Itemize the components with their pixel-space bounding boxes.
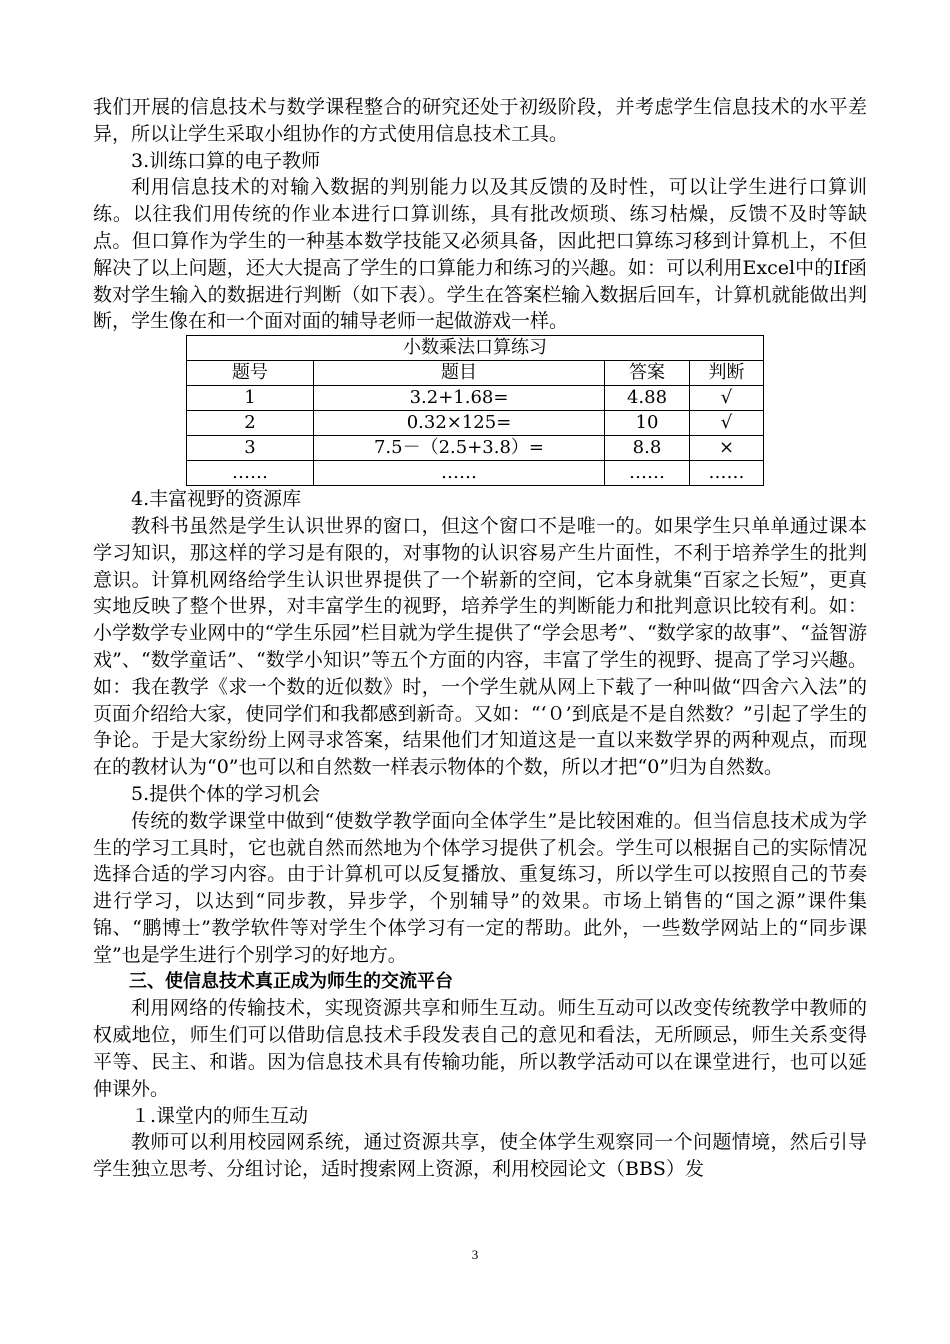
paragraph-communication: 利用网络的传输技术，实现资源共享和师生互动。师生互动可以改变传统教学中教师的权威地位，师生们可以借助信息技术手段发表自己的意见和看法，无所顾忌，师生关系变得平等、民主、和谐。因为信息技术具有传输功能，所以教学活动可以在课堂进行，也可以延伸课外。 bbox=[93, 997, 867, 1100]
table-cell: √ bbox=[690, 386, 764, 411]
table-cell: 10 bbox=[605, 411, 690, 436]
table-cell: 3 bbox=[187, 436, 314, 461]
document-page bbox=[93, 94, 867, 1183]
table-cell: …… bbox=[605, 461, 690, 486]
table-cell: 3.2+1.68= bbox=[314, 386, 605, 411]
table-cell: …… bbox=[314, 461, 605, 486]
table-cell: 4.88 bbox=[605, 386, 690, 411]
table-title-row bbox=[187, 336, 764, 361]
header-cell: 判断 bbox=[690, 361, 764, 386]
table-cell: 2 bbox=[187, 411, 314, 436]
table-cell: …… bbox=[187, 461, 314, 486]
table-cell: …… bbox=[690, 461, 764, 486]
table-row bbox=[187, 411, 764, 436]
table-cell: √ bbox=[690, 411, 764, 436]
paragraph-classroom: 教师可以利用校园网系统，通过资源共享，使全体学生观察同一个问题情境，然后引导学生独立思考、分组讨论，适时搜索网上资源，利用校园论文（BBS）发 bbox=[93, 1131, 867, 1181]
header-cell: 答案 bbox=[605, 361, 690, 386]
subheading-3: 3.训练口算的电子教师 bbox=[131, 149, 321, 172]
oral-calc-table bbox=[186, 335, 764, 486]
table-row bbox=[187, 461, 764, 486]
table-header-row bbox=[187, 361, 764, 386]
table-row bbox=[187, 386, 764, 411]
table-cell: 1 bbox=[187, 386, 314, 411]
paragraph-resources: 教科书虽然是学生认识世界的窗口，但这个窗口不是唯一的。如果学生只单单通过课本学习知识，那这样的学习是有限的，对事物的认识容易产生片面性，不利于培养学生的批判意识。计算机网络给学生认识世界提供了一个崭新的空间，它本身就集“百家之长短”，更真实地反映了整个世界，对丰富学生的视野，培养学生的判断能力和批判意识比较有利。如：小学数学专业网中的“学生乐园”栏目就为学生提供了“学会思考”、“数学家的故事”、“益智游戏”、“数学童话”、“数学小知识”等五个方面的内容，丰富了学生的视野、提高了学习兴趣。如：我在教学《求一个数的近似数》时，一个学生就从网上下载了一种叫做“四舍六入法”的页面介绍给大家，使同学们和我都感到新奇。又如：“‘０’到底是不是自然数？”引起了学生的争论。于是大家纷纷上网寻求答案，结果他们才知道这是一直以来数学界的两种观点，而现在的教材认为“0”也可以和自然数一样表示物体的个数，所以才把“0”归为自然数。 bbox=[93, 514, 867, 779]
paragraph-intro: 我们开展的信息技术与数学课程整合的研究还处于初级阶段，并考虑学生信息技术的水平差异，所以让学生采取小组协作的方式使用信息技术工具。 bbox=[93, 96, 867, 145]
table-cell: 7.5－（2.5+3.8）= bbox=[314, 436, 605, 461]
table-cell: 8.8 bbox=[605, 436, 690, 461]
section-heading-3: 三、使信息技术真正成为师生的交流平台 bbox=[129, 970, 453, 992]
page-number: 3 bbox=[471, 1247, 479, 1262]
subheading-1: １.课堂内的师生互动 bbox=[131, 1104, 309, 1127]
table-cell: 0.32×125= bbox=[314, 411, 605, 436]
paragraph-individual: 传统的数学课堂中做到“使数学教学面向全体学生”是比较困难的。但当信息技术成为学生的学习工具时，它也就自然而然地为个体学习提供了机会。学生可以根据自己的实际情况选择合适的学习内容。由于计算机可以反复播放、重复练习，所以学生可以按照自己的节奏进行学习，以达到“同步教，异步学，个别辅导”的效果。市场上销售的“国之源”课件集锦、“鹏博士”教学软件等对学生个体学习有一定的帮助。此外，一些数学网站上的“同步课堂”也是学生进行个别学习的好地方。 bbox=[93, 809, 867, 966]
subheading-4: 4.丰富视野的资源库 bbox=[131, 488, 302, 511]
subheading-5: 5.提供个体的学习机会 bbox=[131, 782, 321, 805]
paragraph-oral-calc: 利用信息技术的对输入数据的判别能力以及其反馈的及时性，可以让学生进行口算训练。以往我们用传统的作业本进行口算训练，具有批改烦琐、练习枯燥，反馈不及时等缺点。但口算作为学生的一种基本数学技能又必须具备，因此把口算练习移到计算机上，不但解决了以上问题，还大大提高了学生的口算能力和练习的兴趣。如：可以利用Excel中的If函数对学生输入的数据进行判断（如下表）。学生在答案栏输入数据后回车，计算机就能做出判断，学生像在和一个面对面的辅导老师一起做游戏一样。 bbox=[93, 176, 867, 333]
header-cell: 题目 bbox=[314, 361, 605, 386]
table-cell: × bbox=[690, 436, 764, 461]
table-row bbox=[187, 436, 764, 461]
table-title: 小数乘法口算练习 bbox=[187, 336, 764, 361]
header-cell: 题号 bbox=[187, 361, 314, 386]
